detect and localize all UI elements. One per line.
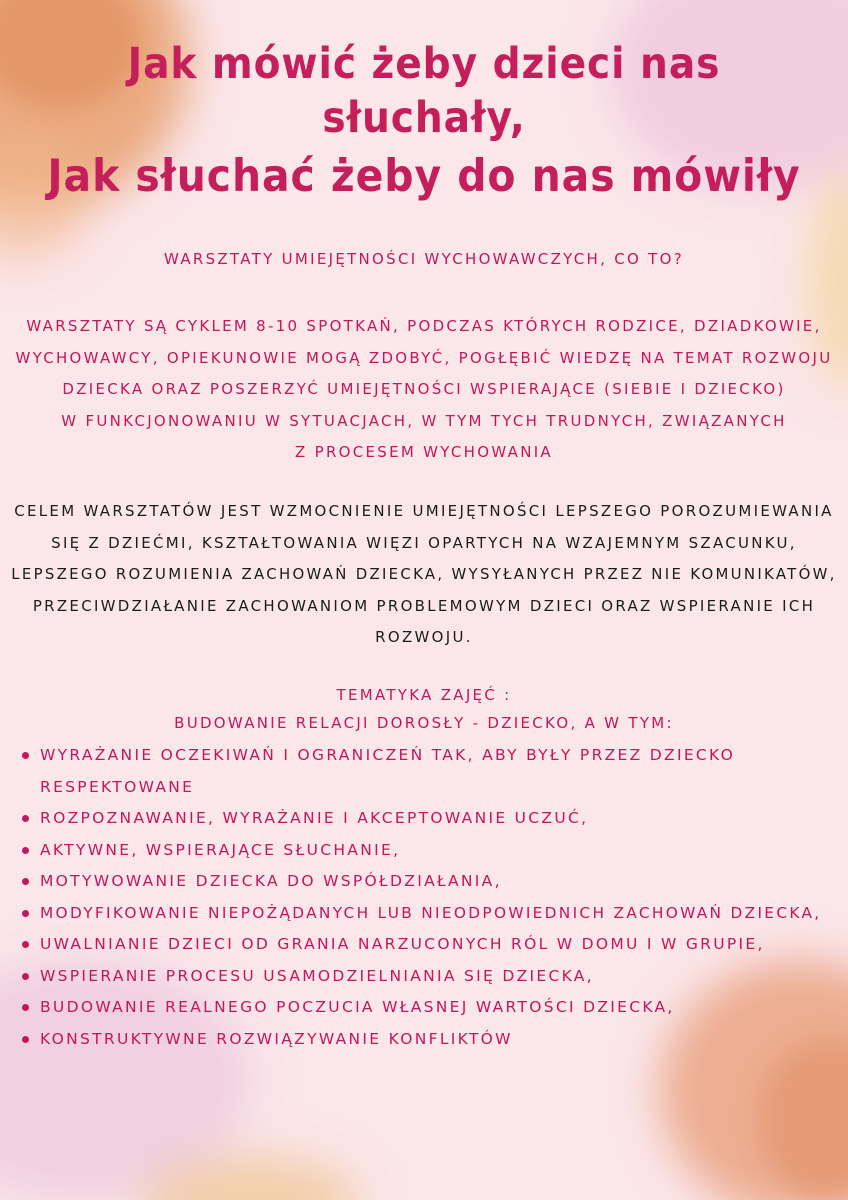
list-item — [18, 803, 818, 835]
section-heading: WARSZTATY UMIEJĘTNOŚCI WYCHOWAWCZYCH, CO TO? — [164, 250, 684, 268]
list-item-text: KONSTRUKTYWNE ROZWIĄZYWANIE KONFLIKTÓW — [40, 1029, 513, 1048]
list-item — [18, 866, 818, 898]
list-item-text: RESPEKTOWANE — [40, 777, 195, 796]
list-item — [18, 992, 818, 1024]
list-item-text: MODYFIKOWANIE NIEPOŻĄDANYCH LUB NIEODPOWIEDNICH ZACHOWAŃ DZIECKA, — [40, 903, 822, 922]
goal-line: ROZWOJU. — [375, 628, 473, 646]
intro-line: DZIECKA ORAZ POSZERZYĆ UMIEJĘTNOŚCI WSPIERAJĄCE (SIEBIE I DZIECKO) — [62, 380, 786, 398]
list-item — [18, 961, 818, 993]
intro-line: Z PROCESEM WYCHOWANIA — [295, 443, 553, 461]
topics-subtitle: BUDOWANIE RELACJI DOROSŁY - DZIECKO, A W TYM: — [174, 714, 674, 732]
title-line-1: Jak mówić żeby dzieci nas — [127, 40, 721, 89]
list-item-text: WSPIERANIE PROCESU USAMODZIELNIANIA SIĘ DZIECKA, — [40, 966, 594, 985]
goal-line: LEPSZEGO ROZUMIENIA ZACHOWAŃ DZIECKA, WYSYŁANYCH PRZEZ NIE KOMUNIKATÓW, — [11, 565, 837, 583]
goal-line: SIĘ Z DZIEĆMI, KSZTAŁTOWANIA WIĘZI OPARTYCH NA WZAJEMNYM SZACUNKU, — [51, 533, 797, 552]
intro-paragraph — [0, 311, 848, 469]
list-item — [18, 740, 818, 803]
title-line-3: Jak słuchać żeby do nas mówiły — [47, 151, 801, 202]
title-line-2: słuchały, — [322, 94, 526, 143]
list-item-text: WYRAŻANIE OCZEKIWAŃ I OGRANICZEŃ TAK, ABY BYŁY PRZEZ DZIECKO — [40, 746, 736, 764]
goal-paragraph — [0, 496, 848, 654]
intro-line: WYCHOWAWCY, OPIEKUNOWIE MOGĄ ZDOBYĆ, POGŁĘBIĆ WIEDZĘ NA TEMAT ROZWOJU — [15, 348, 833, 367]
list-item-text: MOTYWOWANIE DZIECKA DO WSPÓŁDZIAŁANIA, — [40, 872, 502, 890]
list-item-text: UWALNIANIE DZIECI OD GRANIA NARZUCONYCH RÓL W DOMU I W GRUPIE, — [40, 935, 765, 953]
list-item — [18, 929, 818, 961]
goal-line: PRZECIWDZIAŁANIE ZACHOWANIOM PROBLEMOWYM DZIECI ORAZ WSPIERANIE ICH — [32, 596, 816, 615]
topics-title: TEMATYKA ZAJĘĆ : — [336, 686, 512, 704]
intro-line: W FUNKCJONOWANIU W SYTUACJACH, W TYM TYCH TRUDNYCH, ZWIĄZANYCH — [61, 411, 787, 430]
list-item-text: BUDOWANIE REALNEGO POCZUCIA WŁASNEJ WARTOŚCI DZIECKA, — [40, 998, 675, 1016]
topics-list — [18, 740, 822, 1055]
list-item — [18, 835, 818, 867]
goal-line: CELEM WARSZTATÓW JEST WZMOCNIENIE UMIEJĘTNOŚCI LEPSZEGO POROZUMIEWANIA — [14, 502, 834, 520]
list-item — [18, 898, 822, 930]
list-item — [18, 1024, 818, 1056]
intro-line: WARSZTATY SĄ CYKLEM 8-10 SPOTKAŃ, PODCZAS KTÓRYCH RODZICE, DZIADKOWIE, — [26, 317, 822, 335]
list-item-text: AKTYWNE, WSPIERAJĄCE SŁUCHANIE, — [40, 840, 401, 859]
list-item-text: ROZPOZNAWANIE, WYRAŻANIE I AKCEPTOWANIE UCZUĆ, — [40, 809, 589, 827]
